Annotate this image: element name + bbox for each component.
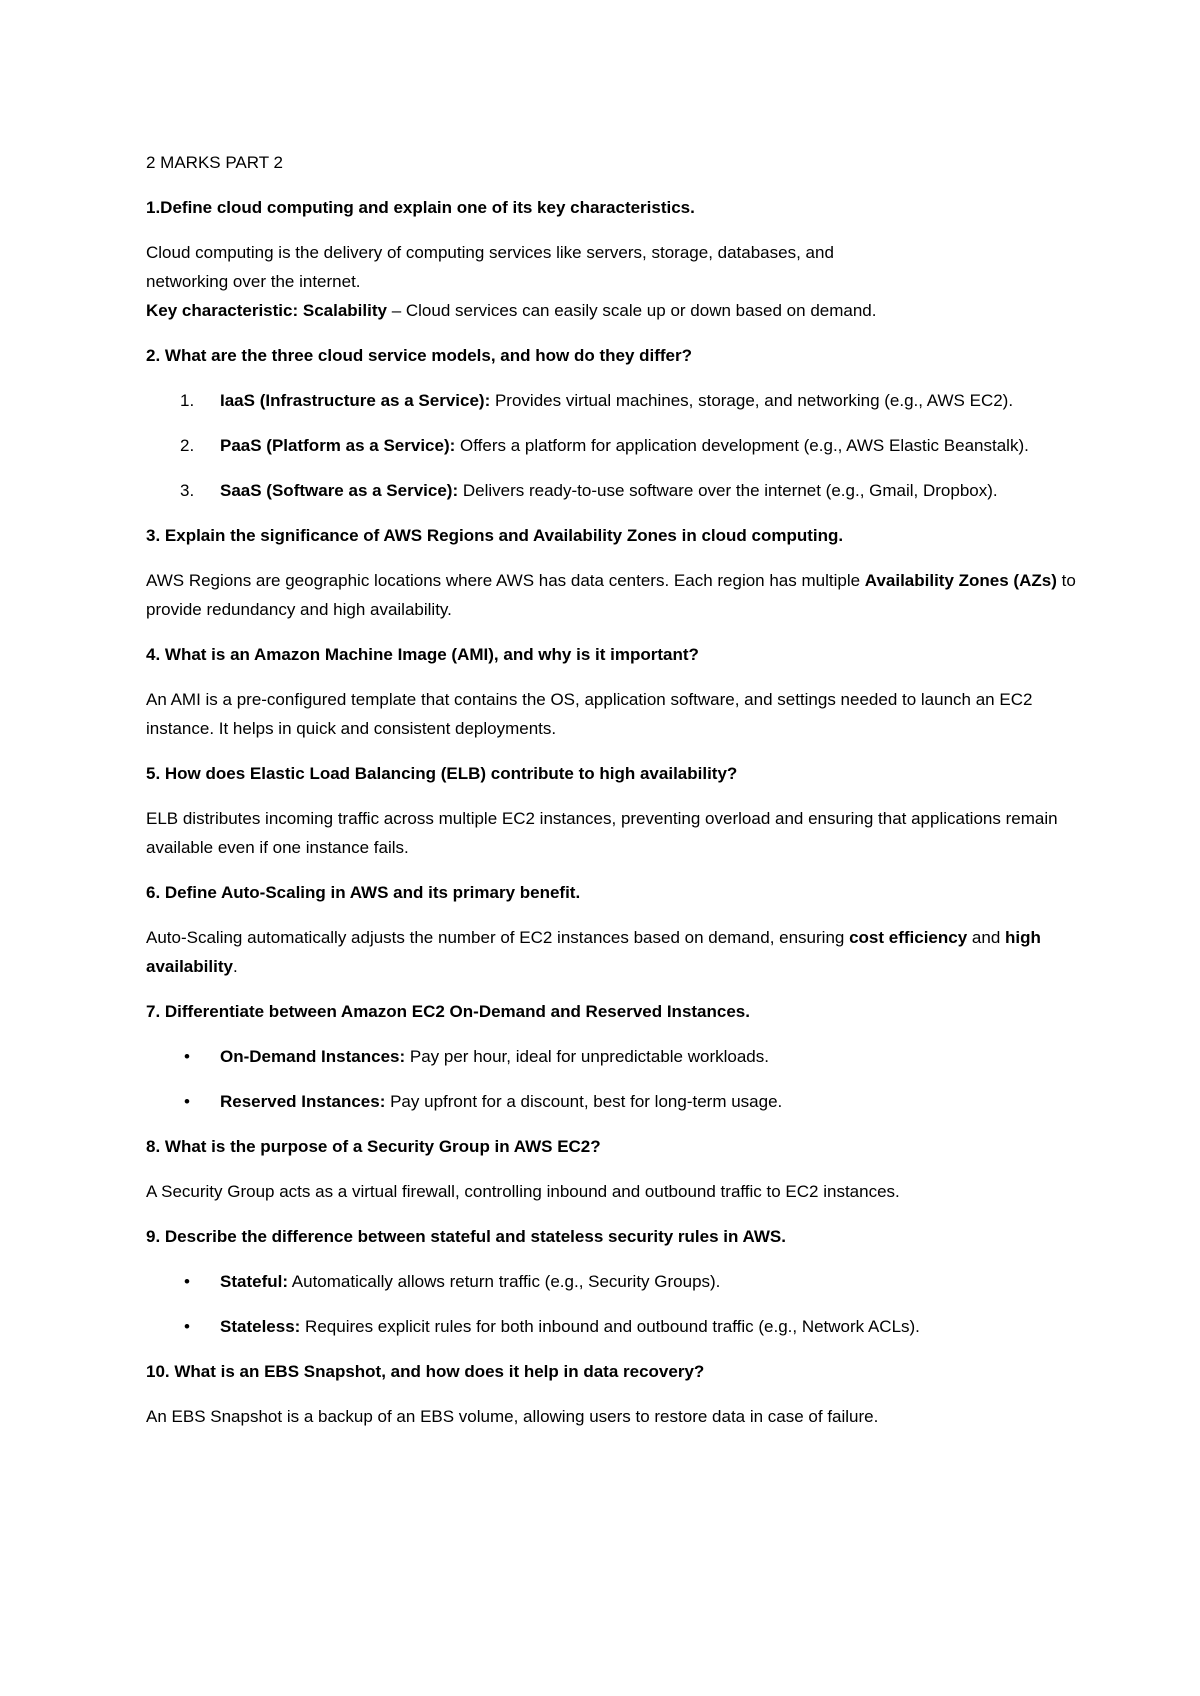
list-item: [146, 386, 1080, 415]
bullet-icon: •: [184, 1092, 190, 1111]
list-number: 1.: [180, 391, 195, 410]
list-item-label: SaaS (Software as a Service):: [220, 481, 459, 500]
list-item-label: Reserved Instances:: [220, 1092, 386, 1111]
list-item-text: Requires explicit rules for both inbound and outbound traffic (e.g., Network ACLs).: [300, 1317, 920, 1336]
question-9: 9. Describe the difference between stateful and stateless security rules in AWS.: [146, 1227, 786, 1246]
list-item-text: Automatically allows return traffic (e.g., Security Groups).: [288, 1272, 721, 1291]
list-item-text: Pay upfront for a discount, best for long-term usage.: [385, 1092, 783, 1111]
list-number: 3.: [180, 481, 195, 500]
instances-list: [146, 1042, 1080, 1116]
question-8: 8. What is the purpose of a Security Group in AWS EC2?: [146, 1137, 601, 1156]
list-item-label: Stateful:: [220, 1272, 288, 1291]
question-10: 10. What is an EBS Snapshot, and how does it help in data recovery?: [146, 1362, 705, 1381]
question-1: 1.Define cloud computing and explain one of its key characteristics.: [146, 198, 695, 217]
answer-6-bold-2: high availability: [146, 928, 1041, 976]
key-characteristic-label: Key characteristic: Scalability: [146, 301, 387, 320]
list-item-text: Delivers ready-to-use software over the internet (e.g., Gmail, Dropbox).: [458, 481, 998, 500]
answer-3-bold: Availability Zones (AZs): [864, 571, 1057, 590]
answer-3-text-a: AWS Regions are geographic locations where AWS has data centers. Each region has multiple: [146, 571, 865, 590]
question-6: 6. Define Auto-Scaling in AWS and its primary benefit.: [146, 883, 581, 902]
answer-6-bold-1: cost efficiency: [849, 928, 968, 947]
list-item: [146, 1042, 1080, 1071]
list-item: [146, 1312, 1080, 1341]
question-2: 2. What are the three cloud service models, and how do they differ?: [146, 346, 693, 365]
answer-3: [146, 566, 1080, 624]
answer-8: A Security Group acts as a virtual firewall, controlling inbound and outbound traffic to EC2 instances.: [146, 1182, 900, 1201]
answer-6: [146, 923, 1080, 981]
list-item: [146, 431, 1080, 460]
list-item: [146, 1087, 1080, 1116]
question-7: 7. Differentiate between Amazon EC2 On-Demand and Reserved Instances.: [146, 1002, 750, 1021]
bullet-icon: •: [184, 1272, 190, 1291]
list-item-text: Offers a platform for application development (e.g., AWS Elastic Beanstalk).: [455, 436, 1029, 455]
question-5: 5. How does Elastic Load Balancing (ELB) contribute to high availability?: [146, 764, 738, 783]
bullet-icon: •: [184, 1317, 190, 1336]
list-item-label: IaaS (Infrastructure as a Service):: [220, 391, 491, 410]
question-4: 4. What is an Amazon Machine Image (AMI), and why is it important?: [146, 645, 699, 664]
key-characteristic-text: – Cloud services can easily scale up or down based on demand.: [386, 301, 877, 320]
security-rules-list: [146, 1267, 1080, 1341]
answer-5: ELB distributes incoming traffic across multiple EC2 instances, preventing overload and ensuring that applications remain available even if one instance fails.: [146, 809, 1058, 857]
list-item: [146, 476, 1080, 505]
list-number: 2.: [180, 436, 195, 455]
answer-3-text-b: to provide redundancy and high availability.: [146, 571, 1076, 619]
answer-1: [146, 238, 1080, 325]
answer-1-line-1: Cloud computing is the delivery of computing services like servers, storage, databases, and: [146, 243, 834, 262]
service-models-list: [146, 386, 1080, 505]
list-item-text: Provides virtual machines, storage, and networking (e.g., AWS EC2).: [490, 391, 1014, 410]
answer-6-text-b: and: [967, 928, 1005, 947]
list-item-text: Pay per hour, ideal for unpredictable workloads.: [405, 1047, 769, 1066]
answer-1-line-2: networking over the internet.: [146, 272, 361, 291]
question-3: 3. Explain the significance of AWS Regions and Availability Zones in cloud computing.: [146, 526, 844, 545]
answer-6-text-c: .: [232, 957, 238, 976]
answer-10: An EBS Snapshot is a backup of an EBS volume, allowing users to restore data in case of failure.: [146, 1407, 879, 1426]
answer-4: An AMI is a pre-configured template that contains the OS, application software, and settings needed to launch an EC2 instance. It helps in quick and consistent deployments.: [146, 690, 1033, 738]
bullet-icon: •: [184, 1047, 190, 1066]
answer-6-text-a: Auto-Scaling automatically adjusts the number of EC2 instances based on demand, ensuring: [146, 928, 850, 947]
list-item: [146, 1267, 1080, 1296]
list-item-label: PaaS (Platform as a Service):: [220, 436, 456, 455]
list-item-label: On-Demand Instances:: [220, 1047, 406, 1066]
list-item-label: Stateless:: [220, 1317, 301, 1336]
page-title: 2 MARKS PART 2: [146, 153, 283, 172]
